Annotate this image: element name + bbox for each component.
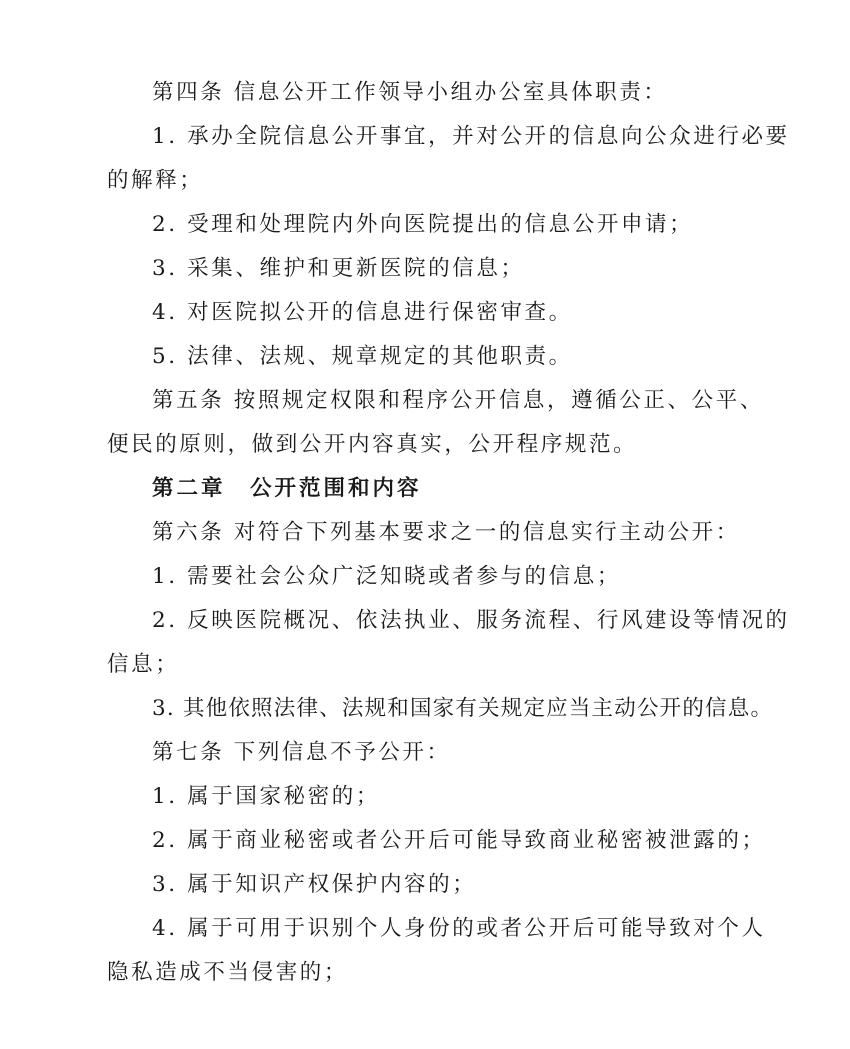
article-7-item-2: 2. 属于商业秘密或者公开后可能导致商业秘密被泄露的； [152, 828, 766, 853]
article-7-item-1: 1. 属于国家秘密的； [152, 784, 380, 809]
article-7-item-3: 3. 属于知识产权保护内容的； [152, 872, 477, 897]
article-5-text: 第五条 按照规定权限和程序公开信息，遵循公正、公平、 [152, 388, 764, 413]
article-4-item-1: 1. 承办全院信息公开事宜，并对公开的信息向公众进行必要 [152, 124, 790, 149]
article-7-heading: 第七条 下列信息不予公开： [152, 740, 451, 765]
article-4-item-2: 2. 受理和处理院内外向医院提出的信息公开申请； [152, 212, 694, 237]
article-7-item-4-continued: 隐私造成不当侵害的； [107, 960, 349, 985]
article-7-item-4: 4. 属于可用于识别个人身份的或者公开后可能导致对个人 [152, 916, 766, 941]
article-4-item-3: 3. 采集、维护和更新医院的信息； [152, 256, 525, 281]
article-6-heading: 第六条 对符合下列基本要求之一的信息实行主动公开： [152, 520, 740, 545]
article-5-text-continued: 便民的原则，做到公开内容真实，公开程序规范。 [107, 432, 638, 457]
article-6-item-2: 2. 反映医院概况、依法执业、服务流程、行风建设等情况的 [152, 608, 790, 633]
article-4-item-5: 5. 法律、法规、规章规定的其他职责。 [152, 344, 573, 369]
chapter-2-heading: 第二章 公开范围和内容 [152, 476, 422, 501]
article-6-item-1: 1. 需要社会公众广泛知晓或者参与的信息； [152, 564, 621, 589]
article-4-item-1-continued: 的解释； [107, 168, 204, 193]
article-6-item-3: 3. 其他依照法律、法规和国家有关规定应当主动公开的信息。 [152, 696, 774, 721]
article-6-item-2-continued: 信息； [107, 652, 180, 677]
article-4-heading: 第四条 信息公开工作领导小组办公室具体职责： [152, 80, 668, 105]
article-4-item-4: 4. 对医院拟公开的信息进行保密审查。 [152, 300, 573, 325]
